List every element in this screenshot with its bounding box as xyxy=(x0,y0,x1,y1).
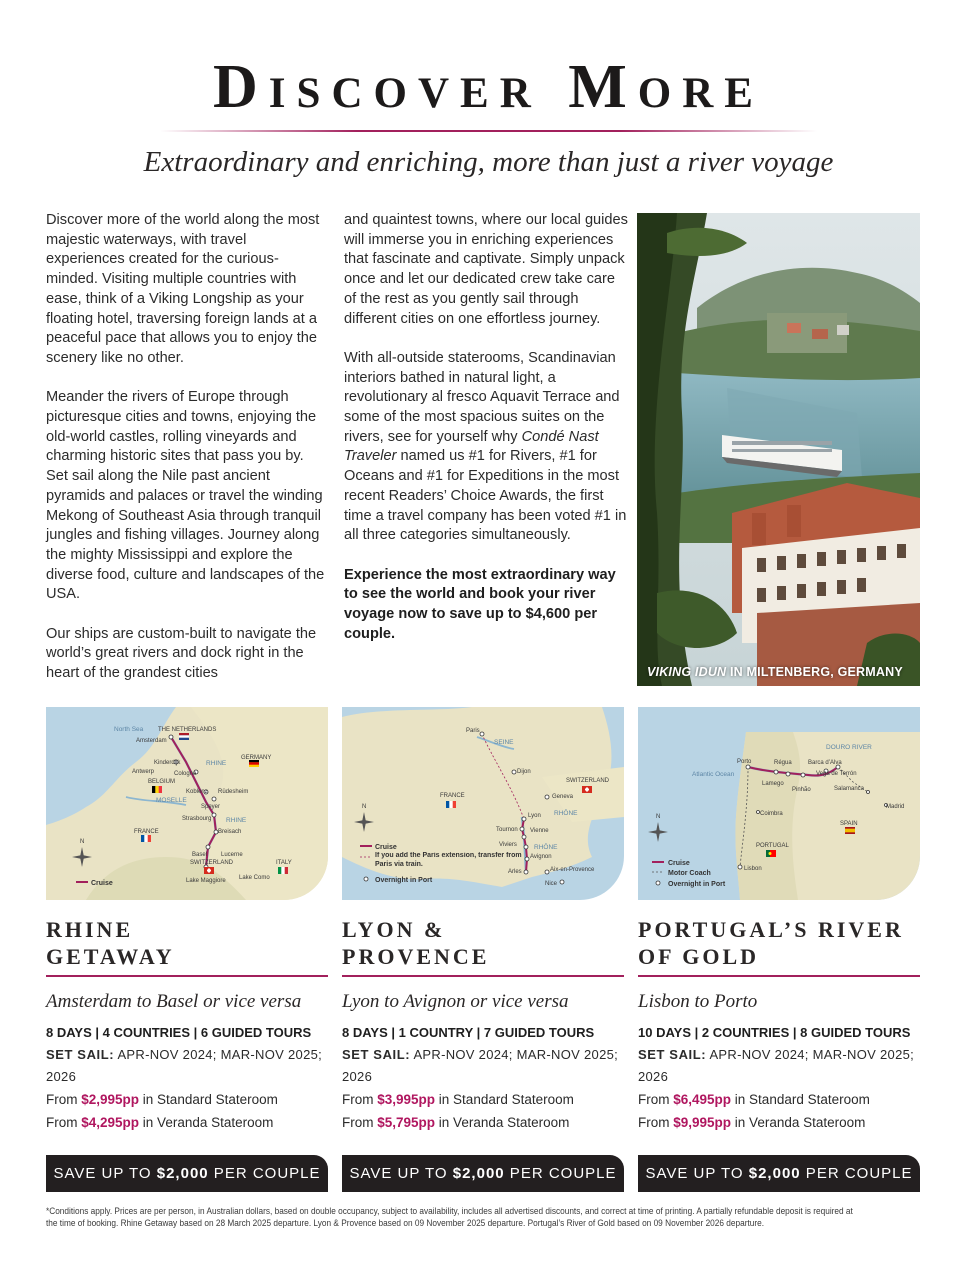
svg-text:N: N xyxy=(362,804,367,810)
price-prefix: From xyxy=(342,1114,378,1130)
sail-dates: APR-NOV 2024; MAR-NOV 2025; 2026 xyxy=(638,1047,915,1084)
map-city-label: Dijon xyxy=(517,769,531,775)
intro-paragraph xyxy=(344,349,629,546)
map-country-label: FRANCE xyxy=(440,793,465,799)
map-legend-label: Overnight in Port xyxy=(375,877,433,884)
tour-divider xyxy=(46,975,328,977)
map-river-label: DOURO RIVER xyxy=(826,744,872,751)
map-country-label: SWITZERLAND xyxy=(190,860,234,866)
ship-photo xyxy=(637,213,920,686)
rhine-getaway-map xyxy=(46,707,328,900)
intro-text: named us #1 for Rivers, #1 for Oceans and #1 for Expeditions in the most recent Readers’ Choice Awards, the first time a travel company has been voted #1 in all three categories simultaneously. xyxy=(344,448,627,544)
map-sea-label: North Sea xyxy=(114,726,144,733)
map-city-label: Kinderdijk xyxy=(154,760,181,766)
map-city-label: Tournon xyxy=(496,827,518,833)
title-divider xyxy=(160,130,817,132)
intro-paragraph: Discover more of the world along the most majestic waterways, with travel experiences created for the curious-minded. Visiting multiple countries with ease, think of a Viking Longship as your floating hotel, traversing foreign lands at a peaceful pace that allows you to enjoy the scenery like no other. xyxy=(46,212,320,366)
page-subtitle: Extraordinary and enriching, more than just a river voyage xyxy=(143,146,834,178)
map-city-label: Porto xyxy=(737,759,752,765)
photo-location: IN MILTENBERG, GERMANY xyxy=(726,665,903,679)
map-city-label: Nice xyxy=(545,881,558,887)
map-city-label: Lucerne xyxy=(221,852,243,858)
sail-dates: APR-NOV 2024; MAR-NOV 2025; 2026 xyxy=(46,1047,323,1084)
map-city-label: Breisach xyxy=(218,829,242,835)
map-city-label: Speyer xyxy=(201,804,221,810)
intro-paragraph: and quaintest towns, where our local guides will immerse you in enriching experiences that fascinate and captivate. Simply unpack once and let our dedicated crew take care of the rest as you gently sail through different cities on one effortless journey. xyxy=(344,212,628,327)
tour-route: Lyon to Avignon or vice versa xyxy=(342,991,569,1012)
map-city-label: Geneva xyxy=(552,794,574,800)
map-country-label: SWITZERLAND xyxy=(566,778,610,784)
price-amount: $3,995pp xyxy=(377,1092,436,1107)
tour-stats: 10 DAYS | 2 COUNTRIES | 8 GUIDED TOURS xyxy=(638,1025,911,1040)
price-amount: $9,995pp xyxy=(673,1114,732,1130)
svg-text:N: N xyxy=(80,839,85,845)
tour-name xyxy=(342,916,624,970)
map-river-label: RHINE xyxy=(226,817,247,824)
price-prefix: From xyxy=(638,1092,674,1107)
map-city-label: Régua xyxy=(774,760,792,766)
price-suffix: in Standard Stateroom xyxy=(139,1092,278,1107)
sail-dates: APR-NOV 2024; MAR-NOV 2025; 2026 xyxy=(342,1047,619,1084)
map-river-label: RHÔNE xyxy=(534,844,558,851)
tour-price-veranda xyxy=(46,1113,328,1134)
save-prefix: SAVE UP TO xyxy=(645,1165,749,1182)
map-city-label: Antwerp xyxy=(132,769,155,775)
save-amount: $2,000 xyxy=(748,1165,801,1182)
map-city-label: Arles xyxy=(508,869,522,875)
price-amount: $5,795pp xyxy=(377,1114,436,1130)
map-country-label: ITALY xyxy=(276,860,292,866)
price-suffix: in Veranda Stateroom xyxy=(139,1114,274,1130)
price-suffix: in Veranda Stateroom xyxy=(435,1114,570,1130)
tour-name-line: OF GOLD xyxy=(638,944,760,969)
map-city-label: Cologne xyxy=(174,771,197,777)
ship-photo-illustration xyxy=(637,213,920,686)
portugal-river-of-gold-map xyxy=(638,707,920,900)
tour-price-standard xyxy=(638,1090,920,1111)
terms-footnote: *Conditions apply. Prices are per person, in Australian dollars, based on double occupancy, subject to availability, includes all advertised discounts, and correct at time of printing. A partially refundable deposit is required at the time of booking. Rhine Getaway based on 28 March 2025 departure. Lyon & Provence based on 09 November 2025 departure. Portugal’s River of Gold based on 09 November 2026 departure. xyxy=(46,1206,853,1228)
intro-column-2 xyxy=(344,211,629,664)
tour-card-lyon-provence xyxy=(342,916,624,1133)
map-city-label: Aix-en-Provence xyxy=(550,867,595,873)
map-river-label: SEINE xyxy=(494,739,514,746)
lyon-provence-map xyxy=(342,707,624,900)
map-city-label: Lisbon xyxy=(744,866,762,872)
tour-divider xyxy=(638,975,920,977)
map-city-label: Basel xyxy=(192,852,208,858)
tour-name xyxy=(638,916,920,970)
tour-name xyxy=(46,916,328,970)
map-city-label: Amsterdam xyxy=(136,738,167,744)
map-country-label: THE NETHERLANDS xyxy=(158,727,217,733)
save-suffix: PER COUPLE xyxy=(504,1165,617,1182)
price-amount: $4,295pp xyxy=(81,1114,140,1130)
map-country-label: PORTUGAL xyxy=(756,843,789,849)
tour-price-veranda xyxy=(342,1113,624,1134)
tour-sail-dates xyxy=(638,1044,920,1088)
intro-column-1 xyxy=(46,211,328,704)
photo-caption xyxy=(647,665,903,679)
page-title: Discover More xyxy=(213,53,764,121)
intro-paragraph: Our ships are custom-built to navigate the world’s great rivers and dock right in the heart of the grandest cities xyxy=(46,625,317,682)
ship-name: VIKING IDUN xyxy=(647,665,727,679)
map-city-label: Barca d’Alva xyxy=(808,760,842,766)
tour-name-line: PORTUGAL’S RIVER xyxy=(638,917,904,942)
tour-route: Lisbon to Porto xyxy=(638,991,758,1012)
map-city-label: Lake Maggiore xyxy=(186,878,226,884)
map-city-label: Pinhão xyxy=(792,787,811,793)
save-amount: $2,000 xyxy=(452,1165,505,1182)
save-prefix: SAVE UP TO xyxy=(53,1165,157,1182)
tour-name-line: RHINE xyxy=(46,917,134,942)
tour-sail-dates xyxy=(46,1044,328,1088)
sail-label: SET SAIL: xyxy=(46,1047,115,1062)
map-city-label: Viviers xyxy=(499,842,517,848)
map-river-label: RHINE xyxy=(206,760,227,767)
map-city-label: Coimbra xyxy=(760,811,783,817)
map-city-label: Avignon xyxy=(530,854,552,860)
price-suffix: in Standard Stateroom xyxy=(731,1092,870,1107)
map-sea-label: Atlantic Ocean xyxy=(692,771,735,778)
map-river-label: RHÔNE xyxy=(554,810,578,817)
map-legend-label: Motor Coach xyxy=(668,870,711,877)
tour-route: Amsterdam to Basel or vice versa xyxy=(46,991,302,1012)
tour-name-line: PROVENCE xyxy=(342,944,490,969)
price-amount: $6,495pp xyxy=(673,1092,732,1107)
price-suffix: in Veranda Stateroom xyxy=(731,1114,866,1130)
map-city-label: Rüdesheim xyxy=(218,789,249,795)
save-suffix: PER COUPLE xyxy=(800,1165,913,1182)
tour-price-standard xyxy=(342,1090,624,1111)
tour-stats: 8 DAYS | 1 COUNTRY | 7 GUIDED TOURS xyxy=(342,1025,595,1040)
map-city-label: Paris xyxy=(466,728,480,734)
tour-card-rhine-getaway xyxy=(46,916,328,1133)
sail-label: SET SAIL: xyxy=(342,1047,411,1062)
tour-divider xyxy=(342,975,624,977)
map-legend-label: Cruise xyxy=(375,844,397,851)
tour-name-line: LYON & xyxy=(342,917,446,942)
price-amount: $2,995pp xyxy=(81,1092,140,1107)
save-offer-button[interactable] xyxy=(46,1155,328,1192)
map-city-label: Salamanca xyxy=(834,786,865,792)
map-city-label: Vega de Terrón xyxy=(816,771,857,777)
publication-name: Condé Nast Traveler xyxy=(344,428,599,465)
map-legend-label: Cruise xyxy=(91,880,113,887)
price-prefix: From xyxy=(342,1092,378,1107)
tour-sail-dates xyxy=(342,1044,624,1088)
save-amount: $2,000 xyxy=(156,1165,209,1182)
map-legend-label: Cruise xyxy=(668,860,690,867)
map-country-label: SPAIN xyxy=(840,821,858,827)
map-country-label: BELGIUM xyxy=(148,779,176,785)
call-to-action-text: Experience the most extraordinary way to see the world and book your river voyage now to save up to $4,600 per couple. xyxy=(344,566,616,642)
map-country-label: GERMANY xyxy=(241,755,272,761)
price-prefix: From xyxy=(46,1114,82,1130)
tour-card-portugal-river-of-gold xyxy=(638,916,920,1133)
map-city-label: Koblenz xyxy=(186,789,208,795)
save-suffix: PER COUPLE xyxy=(208,1165,321,1182)
sail-label: SET SAIL: xyxy=(638,1047,707,1062)
tour-stats: 8 DAYS | 4 COUNTRIES | 6 GUIDED TOURS xyxy=(46,1025,312,1040)
tour-name-line: GETAWAY xyxy=(46,944,175,969)
price-prefix: From xyxy=(638,1114,674,1130)
map-legend-label: Overnight in Port xyxy=(668,881,726,888)
price-prefix: From xyxy=(46,1092,82,1107)
map-city-label: Strasbourg xyxy=(182,816,212,822)
tour-price-standard xyxy=(46,1090,328,1111)
map-city-label: Lamego xyxy=(762,781,784,787)
map-city-label: Lake Como xyxy=(239,875,270,881)
intro-text: With all-outside staterooms, Scandinavian interiors bathed in natural light, a revolutionary al fresco Aquavit Terrace and some of the most spacious suites on the rivers, see for yourself why xyxy=(344,349,620,445)
save-offer-button[interactable] xyxy=(342,1155,624,1192)
map-city-label: Vienne xyxy=(530,828,549,834)
map-city-label: Madrid xyxy=(886,804,905,810)
tour-price-veranda xyxy=(638,1113,920,1134)
save-offer-button[interactable] xyxy=(638,1155,920,1192)
price-suffix: in Standard Stateroom xyxy=(435,1092,574,1107)
map-city-label: Lyon xyxy=(528,813,541,819)
map-legend-label: If you add the Paris extension, transfer from Paris via train. xyxy=(375,852,522,868)
intro-paragraph: Meander the rivers of Europe through picturesque cities and towns, enjoying the old-world castles, rolling vineyards and charming historic sites that pass you by. Set sail along the Nile past ancient pyramids and palaces or travel the winding Mekong of Southeast Asia through tranquil jungles and fishing villages. Journey along the mighty Mississippi and explore the diverse food, culture and landscapes of the USA. xyxy=(46,389,325,603)
map-country-label: FRANCE xyxy=(134,829,159,835)
save-prefix: SAVE UP TO xyxy=(349,1165,453,1182)
svg-text:N: N xyxy=(656,814,661,820)
map-river-label: MOSELLE xyxy=(156,797,187,804)
